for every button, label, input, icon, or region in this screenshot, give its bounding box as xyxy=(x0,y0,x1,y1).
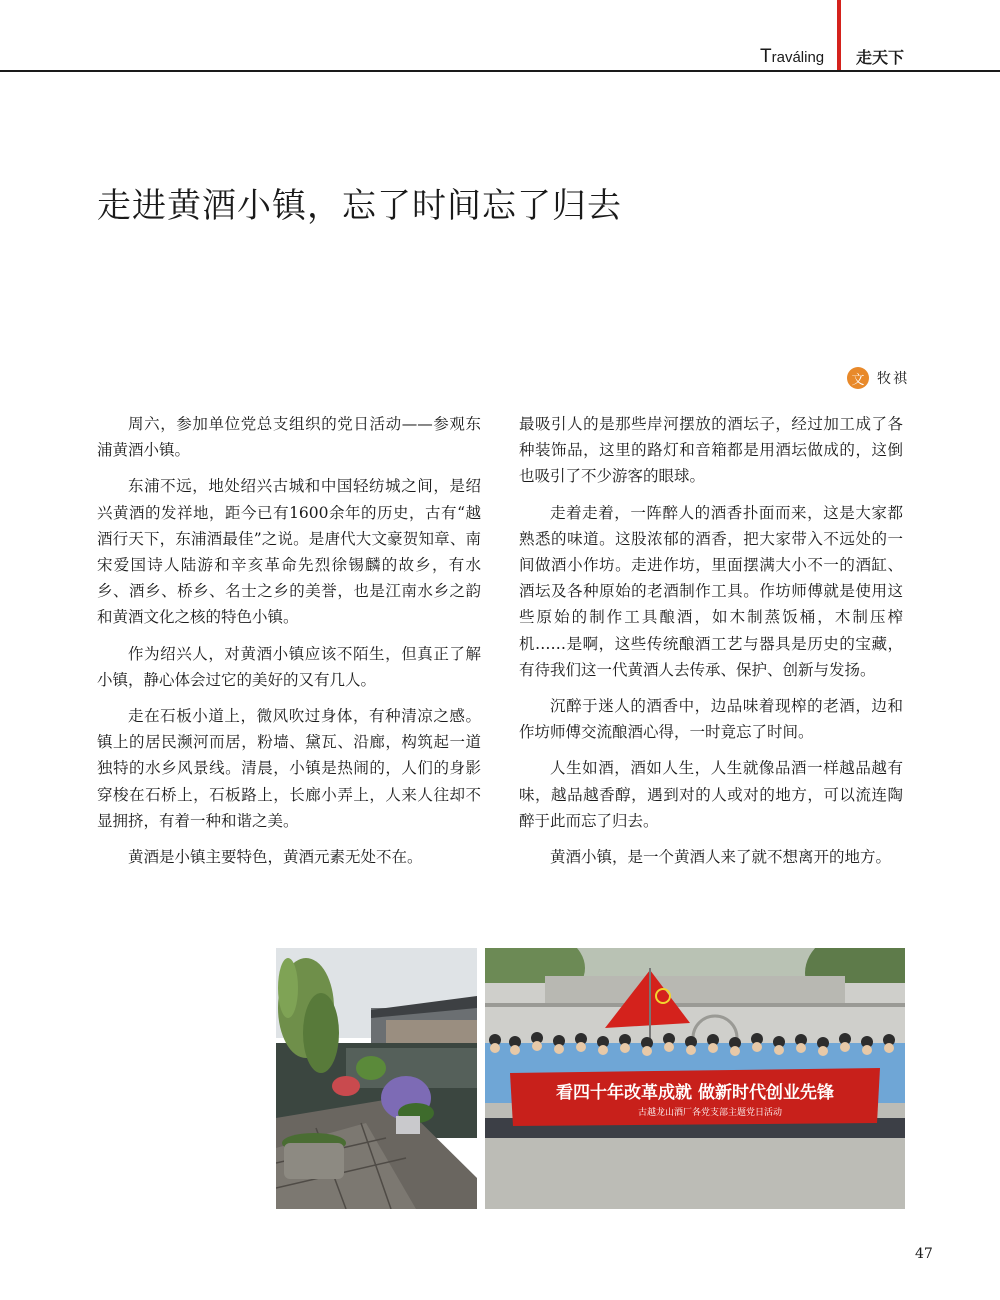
banner-subtitle: 古越龙山酒厂各党支部主题党日活动 xyxy=(637,1108,783,1118)
paragraph: 走在石板小道上，微风吹过身体，有种清凉之感。镇上的居民濒河而居，粉墙、黛瓦、沿廊，构筑起一道独特的水乡风景线。清晨，小镇是热闹的，人们的身影穿梭在石桥上，石板路上，长廊小弄上，人来人往却不显拥挤，有着一种和谐之美。 xyxy=(97,707,481,830)
paragraph: 走着走着，一阵醉人的酒香扑面而来，这是大家都熟悉的味道。这股浓郁的酒香，把大家带入不远处的一间做酒小作坊。走进作坊，里面摆满大小不一的酒缸、酒坛及各种原始的老酒制作工具。作坊师傅就是使用这些原始的制作工具酿酒，如木制蒸饭桶，木制压榨机……是啊，这些传统酿酒工艺与器具是历史的宝藏，有待我们这一代黄酒人去传承、保护、创新与发扬。 xyxy=(519,503,903,679)
paragraph: 东浦不远，地处绍兴古城和中国轻纺城之间，是绍兴黄酒的发祥地，距今已有1600余年的历史，古有“越酒行天下，东浦酒最佳”之说。是唐代大文豪贺知章、南宋爱国诗人陆游和辛亥革命先烈徐锡麟的故乡，有水乡、酒乡、桥乡、名士之乡的美誉，也是江南水乡之韵和黄酒文化之核的特色小镇。 xyxy=(97,477,481,627)
paragraph: 周六，参加单位党总支组织的党日活动——参观东浦黄酒小镇。 xyxy=(97,415,481,460)
canal-photo xyxy=(276,948,477,1209)
paragraph: 黄酒是小镇主要特色，黄酒元素无处不在。 xyxy=(128,848,423,867)
page-number: 47 xyxy=(915,1246,933,1262)
author-badge-icon: 文 xyxy=(847,367,869,389)
section-label-cn: 走天下 xyxy=(856,48,905,67)
section-label-en-initial: T xyxy=(760,46,772,67)
article-column-right xyxy=(519,411,903,880)
paragraph: 黄酒小镇，是一个黄酒人来了就不想离开的地方。 xyxy=(550,848,892,867)
section-label-en-rest: raváling xyxy=(771,49,825,66)
author-line xyxy=(847,367,909,389)
header-accent-rule xyxy=(837,0,841,70)
paragraph: 最吸引人的是那些岸河摆放的酒坛子，经过加工成了各种装饰品，这里的路灯和音箱都是用酒坛做成的，这倒也吸引了不少游客的眼球。 xyxy=(519,415,903,486)
paragraph: 作为绍兴人，对黄酒小镇应该不陌生，但真正了解小镇，静心体会过它的美好的又有几人。 xyxy=(97,644,481,689)
paragraph: 人生如酒，酒如人生，人生就像品酒一样越品越有味，越品越香醇，遇到对的人或对的地方，可以流连陶醉于此而忘了归去。 xyxy=(519,759,903,830)
paragraph: 沉醉于迷人的酒香中，边品味着现榨的老酒，边和作坊师傅交流酿酒心得，一时竟忘了时间。 xyxy=(519,697,903,742)
article-title: 走进黄酒小镇，忘了时间忘了归去 xyxy=(97,186,622,226)
banner-slogan: 看四十年改革成就 做新时代创业先锋 xyxy=(556,1083,834,1103)
group-photo xyxy=(485,948,905,1209)
author-name: 牧祺 xyxy=(877,371,909,387)
article-column-left xyxy=(97,411,481,880)
section-label-en xyxy=(760,46,824,68)
header-divider xyxy=(0,70,1000,72)
